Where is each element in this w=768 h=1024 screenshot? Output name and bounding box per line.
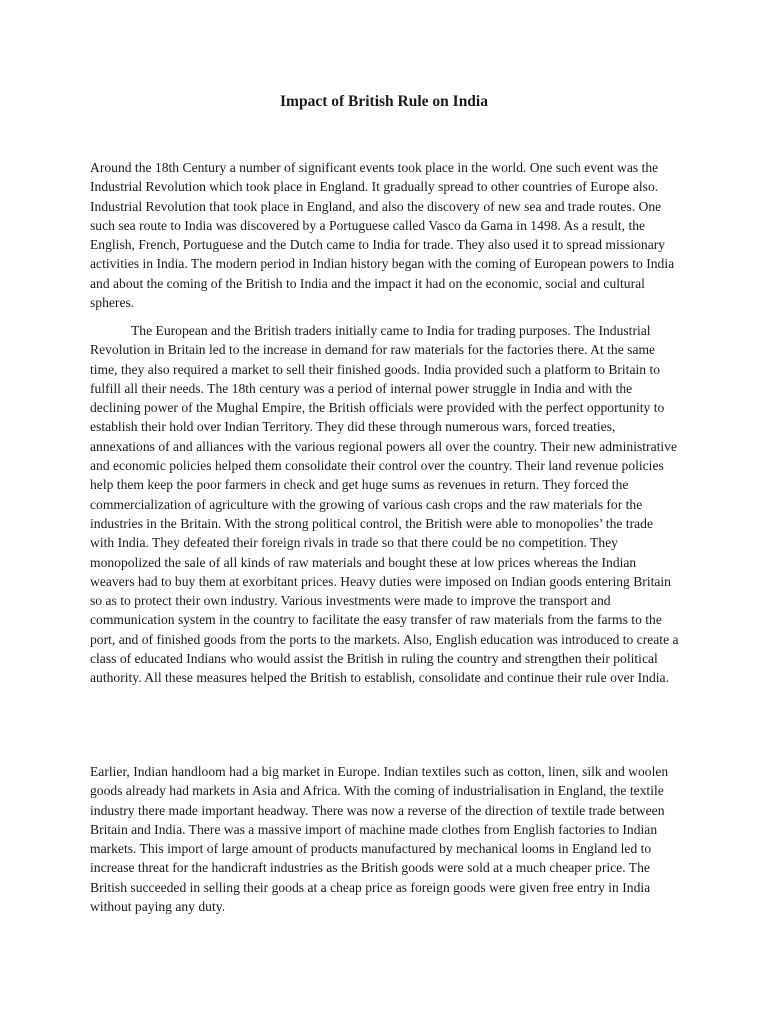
paragraph-intro: Around the 18th Century a number of significant events took place in the world. One such event was the Industrial Revolution which took place in England. It gradually spread to other countries of Europe also. Industrial Revolution that took place in England, and also the discovery of new sea and trade routes. One such sea route to India was discovered by a Portuguese called Vasco da Gama in 1498. As a result, the English, French, Portuguese and the Dutch came to India for trade. They also used it to spread missionary activities in India. The modern period in Indian history began with the coming of European powers to India and about the coming of the British to India and the impact it had on the economic, social and cultural spheres. bbox=[90, 160, 675, 311]
paragraph-traders: The European and the British traders initially came to India for trading purposes. The Industrial Revolution in Britain led to the increase in demand for raw materials for the factories there. At the same time, they also required a market to sell their finished goods. India provided such a platform to Britain to fulfill all their needs. The 18th century was a period of internal power struggle in India and with the declining power of the Mughal Empire, the British officials were provided with the perfect opportunity to establish their hold over Indian Territory. They did these through numerous wars, forced treaties, annexations of and alliances with the various regional powers all over the country. Their new administrative and economic policies helped them consolidate their control over the country. Their land revenue policies help them keep the poor farmers in check and get huge sums as revenues in return. They forced the commercialization of agriculture with the growing of various cash crops and the raw materials for the industries in the Britain. With the strong political control, the British were able to monopolies’ the trade with India. They defeated their foreign rivals in trade so that there could be no competition. They monopolized the sale of all kinds of raw materials and bought these at low prices whereas the Indian weavers had to buy them at exorbitant prices. Heavy duties were imposed on Indian goods entering Britain so as to protect their own industry. Various investments were made to improve the transport and communication system in the country to facilitate the easy transfer of raw materials from the farms to the port, and of finished goods from the ports to the markets. Also, English education was introduced to create a class of educated Indians who would assist the British in ruling the country and strengthen their political authority. All these measures helped the British to establish, consolidate and continue their rule over India. bbox=[90, 323, 679, 686]
document-title: Impact of British Rule on India bbox=[280, 93, 488, 110]
paragraph-handloom: Earlier, Indian handloom had a big market in Europe. Indian textiles such as cotton, linen, silk and woolen goods already had markets in Asia and Africa. With the coming of industrialisation in England, the textile industry there made important headway. There was now a reverse of the direction of textile trade between Britain and India. There was a massive import of machine made clothes from English factories to Indian markets. This import of large amount of products manufactured by mechanical looms in England led to increase threat for the handicraft industries as the British goods were sold at a much cheaper price. The British succeeded in selling their goods at a cheap price as foreign goods were given free entry in India without paying any duty. bbox=[90, 764, 669, 915]
